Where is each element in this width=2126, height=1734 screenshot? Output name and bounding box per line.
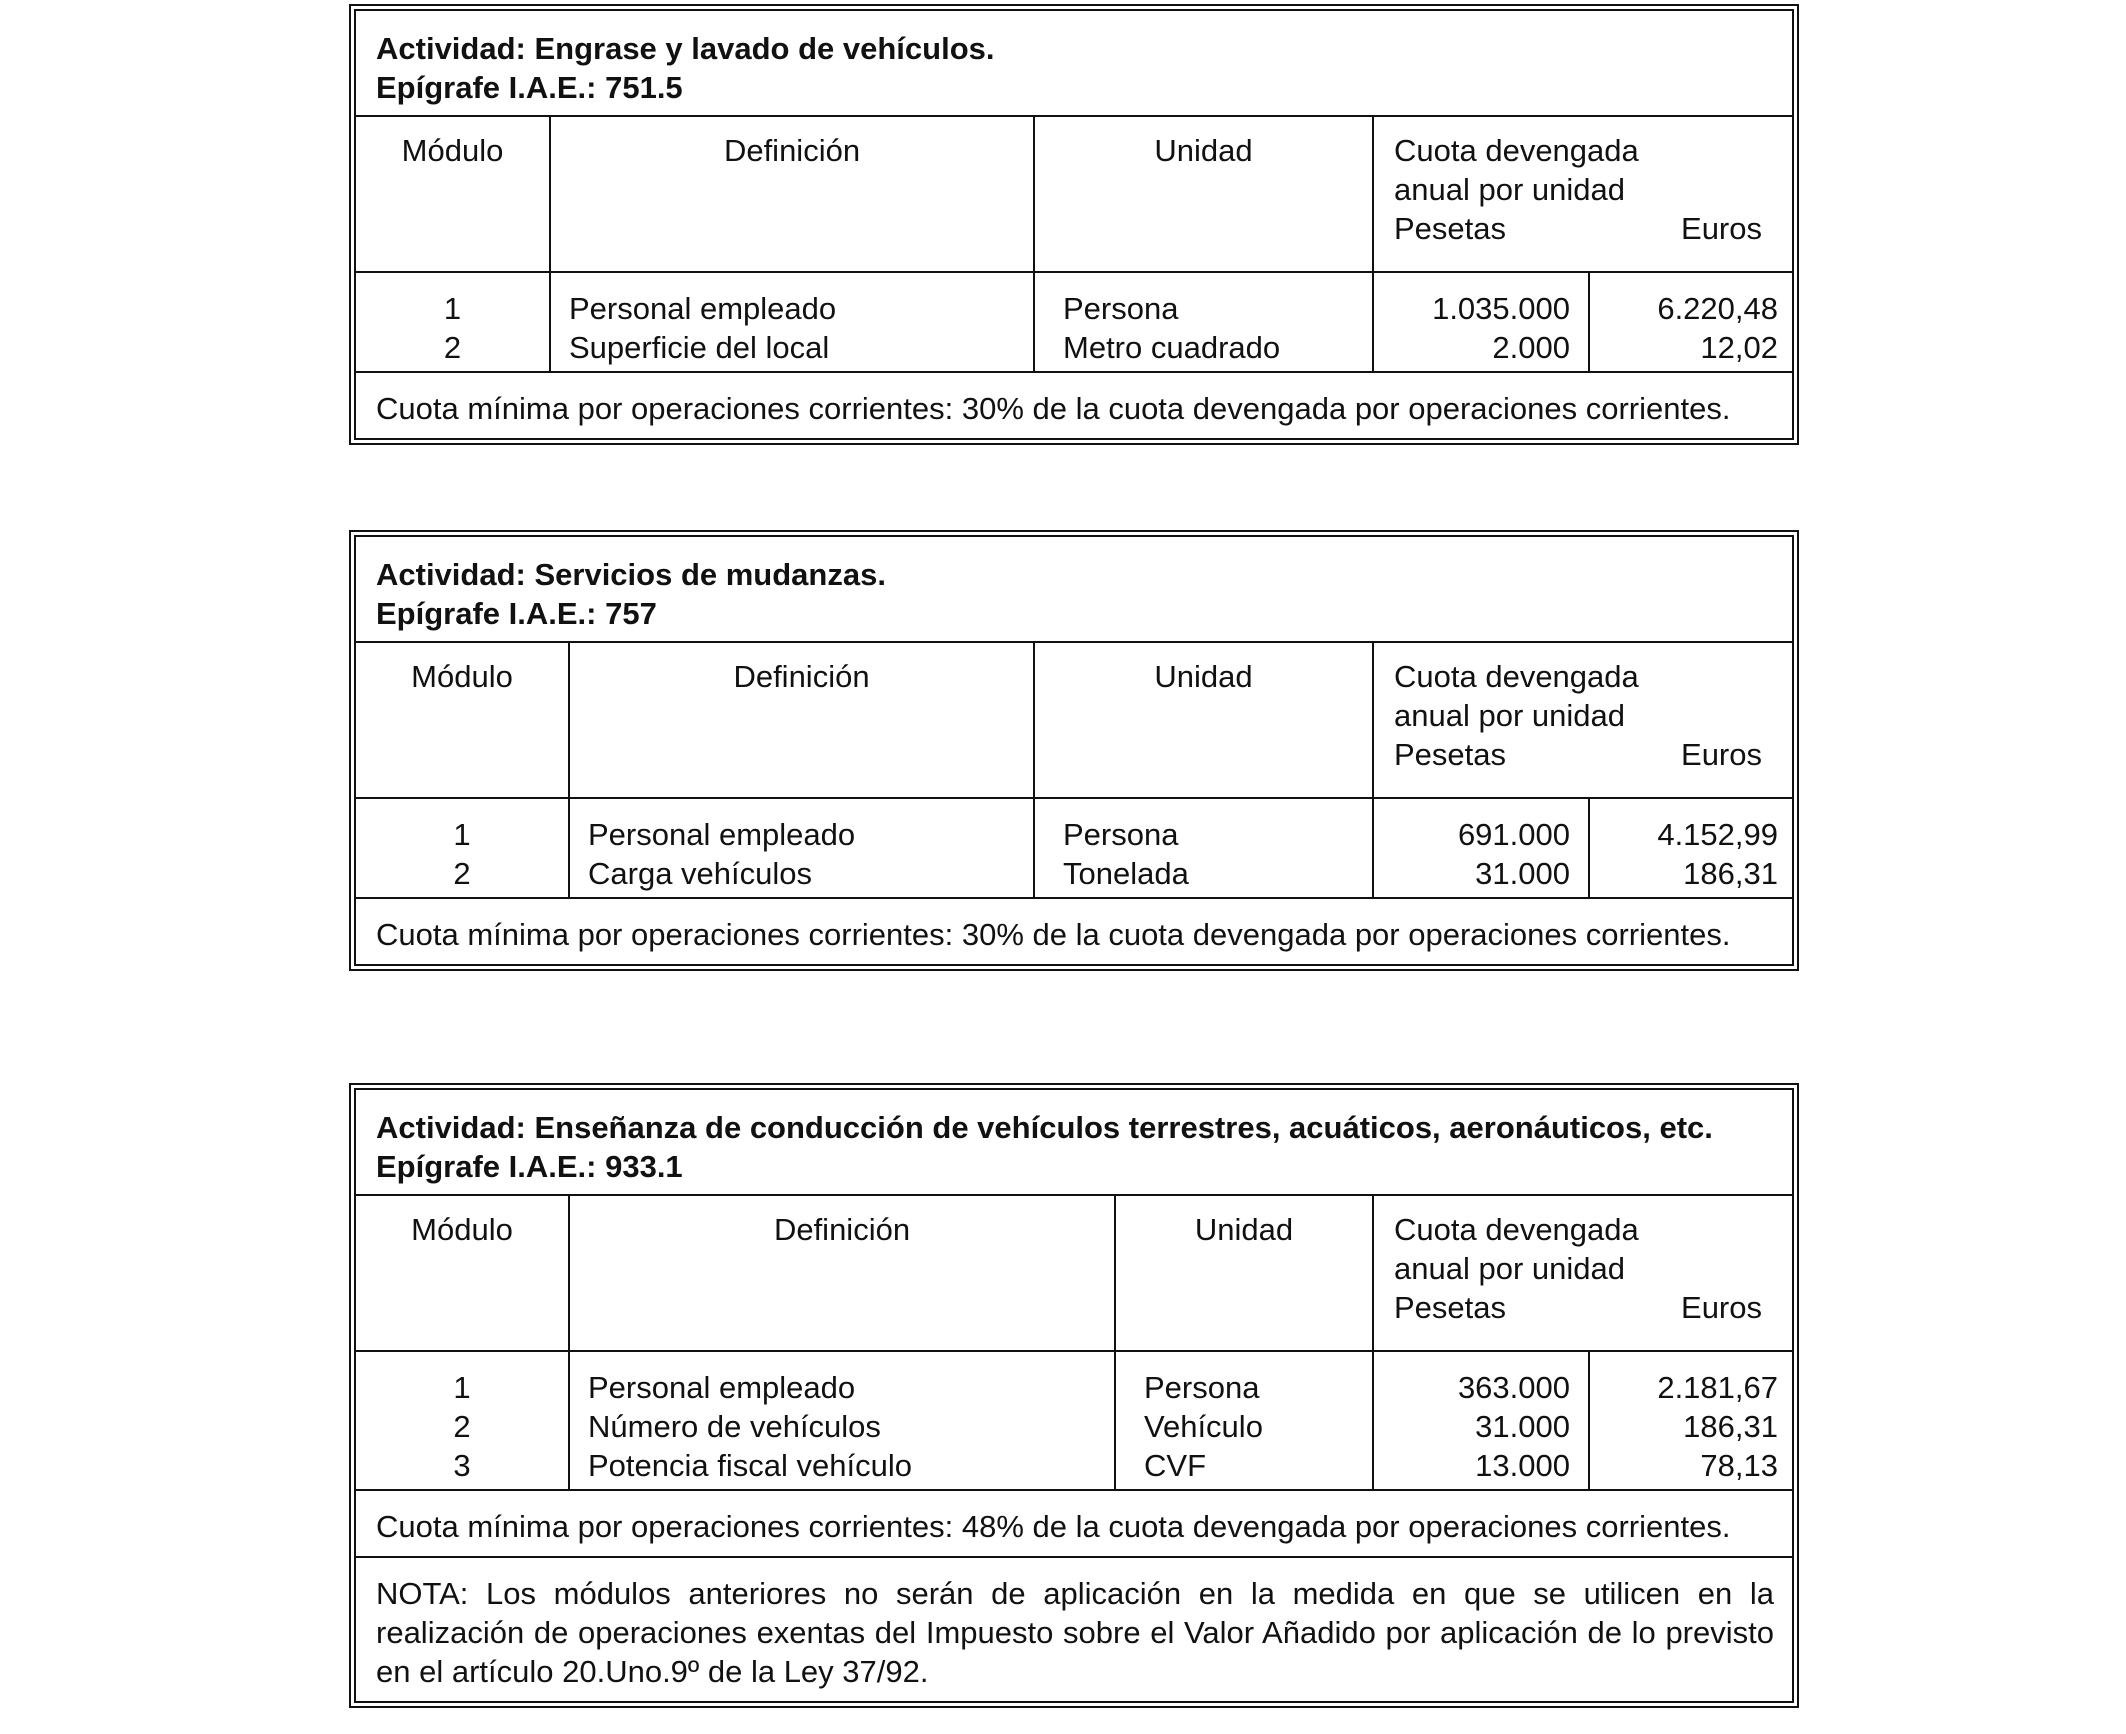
cuota-euros: 186,31 [1683,856,1778,891]
header-modulo: Módulo [356,116,550,272]
activity-header [356,537,1792,642]
activity-title: Actividad: Servicios de mudanzas. [376,557,886,592]
module-unit: Vehículo [1144,1409,1263,1444]
nota-text: NOTA: Los módulos anteriores no serán de aplicación en la medida en que se utilicen en la realización de operaciones exentas del Impuesto sobre el Valor Añadido por aplicación de lo previsto en el artículo 20.Uno.9º de la Ley 37/92. [356,1557,1792,1701]
header-euros: Euros [1681,1290,1762,1325]
header-definicion: Definición [569,642,1034,798]
column-header-row [356,1195,1792,1351]
activity-header [356,1090,1792,1195]
cuota-pesetas: 31.000 [1475,856,1570,891]
cuota-pesetas: 691.000 [1457,817,1570,852]
module-number: 1 [443,291,462,326]
activity-block-mudanzas [349,530,1799,971]
header-euros: Euros [1681,737,1762,772]
cuota-pesetas: 31.000 [1475,1409,1570,1444]
cuota-euros: 2.181,67 [1657,1370,1778,1405]
module-unit: Tonelada [1063,856,1189,891]
header-cuota-line1: Cuota devengada [1394,1212,1639,1247]
module-number: 1 [453,1370,471,1405]
module-unit: Persona [1063,817,1179,852]
activity-header [356,11,1792,116]
table-row [356,798,1792,898]
header-cuota-line1: Cuota devengada [1394,133,1639,168]
header-definicion: Definición [569,1195,1115,1351]
module-unit: Metro cuadrado [1063,330,1281,365]
header-unidad: Unidad [1034,116,1373,272]
cuota-euros: 6.220,48 [1657,291,1778,326]
module-unit: Persona [1063,291,1179,326]
header-cuota-line1: Cuota devengada [1394,659,1639,694]
module-number: 3 [453,1448,471,1483]
cuota-euros: 12,02 [1700,330,1778,365]
header-cuota-line2: anual por unidad [1394,698,1625,733]
cuota-pesetas: 2.000 [1492,330,1570,365]
header-cuota-line2: anual por unidad [1394,172,1625,207]
module-definition: Personal empleado [588,817,856,852]
table-row [356,1351,1792,1490]
header-cuota [1373,642,1792,798]
module-unit: CVF [1144,1448,1206,1483]
epigrafe-label: Epígrafe I.A.E.: 757 [376,596,657,631]
cuota-euros: 186,31 [1683,1409,1778,1444]
cuota-minima-text: Cuota mínima por operaciones corrientes: 30% de la cuota devengada por operaciones corrientes. [356,372,1792,438]
header-unidad: Unidad [1034,642,1373,798]
header-pesetas: Pesetas [1394,1290,1507,1325]
module-definition: Número de vehículos [588,1409,881,1444]
header-pesetas: Pesetas [1394,211,1507,246]
cuota-minima-text: Cuota mínima por operaciones corrientes: 30% de la cuota devengada por operaciones corrientes. [356,898,1792,964]
modules-table [356,537,1792,964]
module-definition: Personal empleado [588,1370,856,1405]
cuota-euros: 78,13 [1700,1448,1778,1483]
header-cuota [1373,116,1792,272]
header-unidad: Unidad [1115,1195,1373,1351]
cuota-pesetas: 1.035.000 [1432,291,1570,326]
activity-block-engrase [349,4,1799,445]
cuota-euros: 4.152,99 [1657,817,1778,852]
module-unit: Persona [1144,1370,1260,1405]
epigrafe-label: Epígrafe I.A.E.: 933.1 [376,1149,683,1184]
modules-table [356,1090,1792,1701]
column-header-row [356,116,1792,272]
cuota-pesetas: 13.000 [1475,1448,1570,1483]
header-cuota [1373,1195,1792,1351]
header-modulo: Módulo [356,642,569,798]
header-cuota-line2: anual por unidad [1394,1251,1625,1286]
column-header-row [356,642,1792,798]
modules-table [356,11,1792,438]
module-number: 2 [453,1409,471,1444]
module-definition: Potencia fiscal vehículo [588,1448,912,1483]
module-number: 1 [453,817,471,852]
epigrafe-label: Epígrafe I.A.E.: 751.5 [376,70,683,105]
table-row [356,272,1792,372]
activity-title: Actividad: Enseñanza de conducción de vehículos terrestres, acuáticos, aeronáuticos, etc. [376,1110,1713,1145]
header-modulo: Módulo [356,1195,569,1351]
module-definition: Superficie del local [569,330,830,365]
module-definition: Personal empleado [569,291,837,326]
header-pesetas: Pesetas [1394,737,1507,772]
header-definicion: Definición [550,116,1034,272]
module-number: 2 [443,330,462,365]
module-number: 2 [453,856,471,891]
activity-title: Actividad: Engrase y lavado de vehículos. [376,31,995,66]
cuota-minima-text: Cuota mínima por operaciones corrientes: 48% de la cuota devengada por operaciones corrientes. [356,1490,1792,1557]
module-definition: Carga vehículos [588,856,813,891]
header-euros: Euros [1681,211,1762,246]
cuota-pesetas: 363.000 [1457,1370,1570,1405]
activity-block-ensenanza [349,1083,1799,1708]
